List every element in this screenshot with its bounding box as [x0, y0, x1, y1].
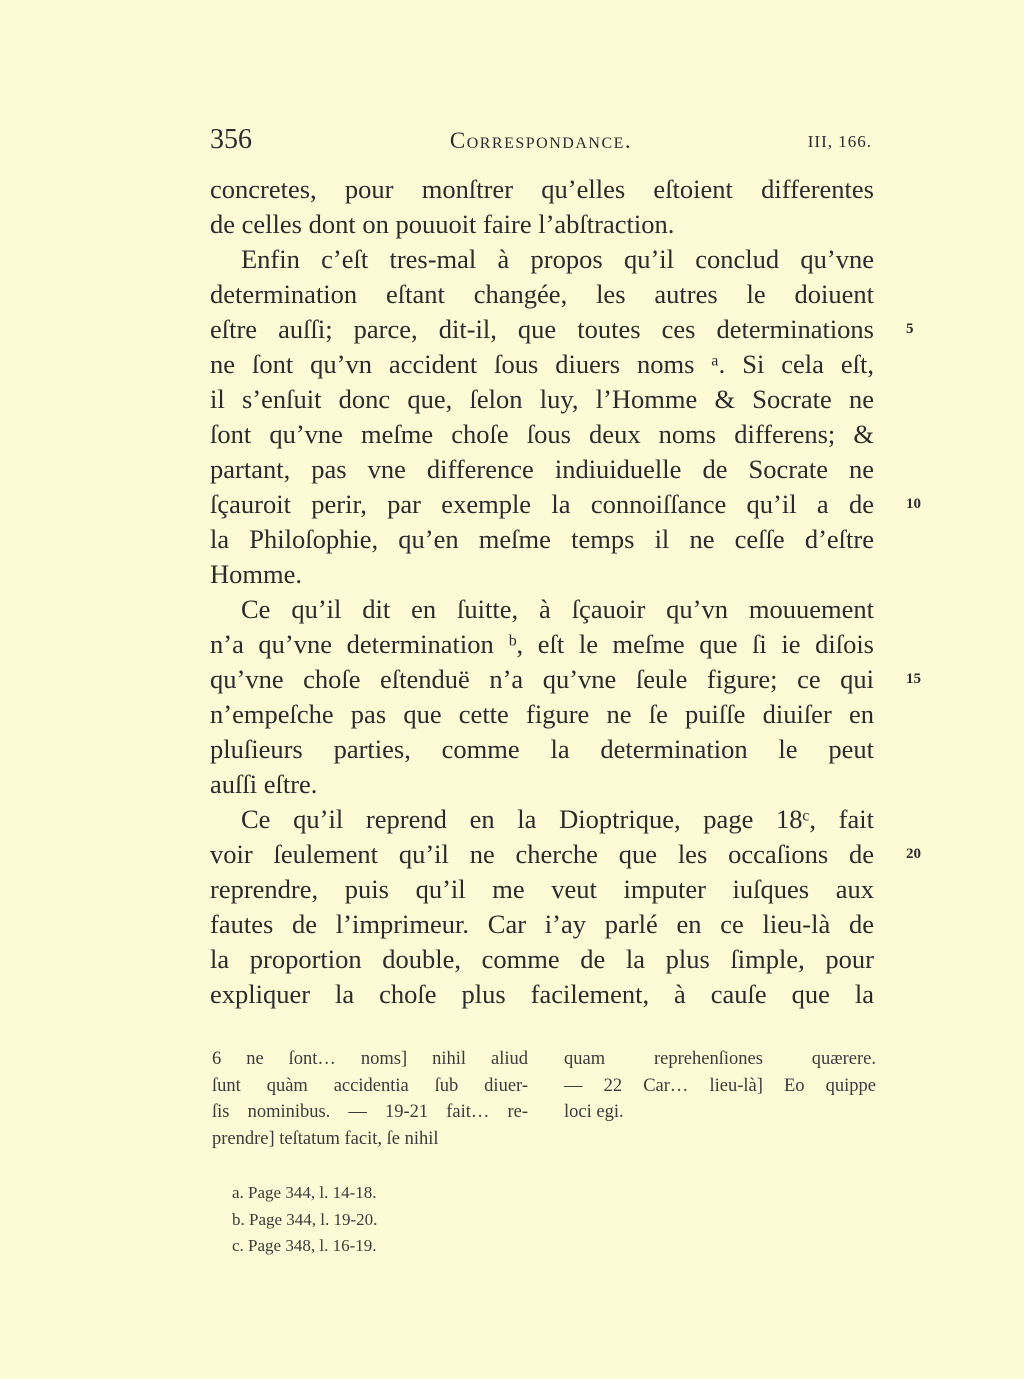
variants-left-column	[212, 1046, 528, 1152]
page-number: 356	[210, 124, 252, 155]
text-line: partant, pas vne difference indiuiduelle de Socrate ne	[210, 454, 874, 484]
variant-line: loci egi.	[564, 1102, 624, 1122]
text-line: voir ſeulement qu’il ne cherche que les occaſions de	[210, 839, 874, 869]
line-number: 20	[906, 846, 921, 862]
text-line: n’empeſche pas que cette figure ne ſe puiſſe diuiſer en	[210, 699, 874, 729]
line-number: 15	[906, 671, 921, 687]
variant-line: ſis nominibus. — 19-21 fait… re-	[212, 1102, 528, 1122]
text-line: de celles dont on pouuoit faire l’abſtraction.	[210, 209, 675, 239]
text-line: reprendre, puis qu’il me veut imputer iuſques aux	[210, 874, 874, 904]
variant-line: 6 ne ſont… noms] nihil aliud	[212, 1049, 528, 1069]
volume-reference: III, 166.	[807, 132, 872, 151]
text-line: Enfin c’eſt tres-mal à propos qu’il conclud qu’vne	[241, 244, 874, 274]
text-line: la Philoſophie, qu’en meſme temps il ne ceſſe d’eſtre	[210, 524, 874, 554]
text-line: ſont qu’vne meſme choſe ſous deux noms differens; &	[210, 419, 874, 449]
body-text	[210, 172, 874, 1012]
running-title: Correspondance.	[449, 128, 633, 153]
text-line: ne ſont qu’vn accident ſous diuers noms ᵃ. Si cela eſt,	[210, 349, 874, 379]
text-line: il s’enſuit donc que, ſelon luy, l’Homme & Socrate ne	[210, 384, 874, 414]
variant-line: — 22 Car… lieu-là] Eo quippe	[564, 1075, 876, 1096]
text-line: ſçauroit perir, par exemple la connoiſſance qu’il a de	[210, 489, 874, 519]
line-number: 10	[906, 496, 921, 512]
footnote: a. Page 344, l. 14-18.	[232, 1183, 377, 1202]
line-number: 5	[906, 321, 914, 337]
text-line: eſtre auſſi; parce, dit-il, que toutes ces determinations	[210, 314, 874, 344]
footnote: c. Page 348, l. 16-19.	[232, 1236, 377, 1255]
text-line: Ce qu’il dit en ſuitte, à ſçauoir qu’vn mouuement	[241, 594, 874, 624]
text-line: pluſieurs parties, comme la determination le peut	[210, 734, 874, 764]
text-line: auſſi eſtre.	[210, 769, 318, 799]
text-line: n’a qu’vne determination ᵇ, eſt le meſme que ſi ie diſois	[210, 629, 874, 659]
text-line: Ce qu’il reprend en la Dioptrique, page 18ᶜ, fait	[241, 804, 874, 834]
text-line: concretes, pour monſtrer qu’elles eſtoient differentes	[210, 174, 874, 204]
text-line: la proportion double, comme de la plus ſimple, pour	[210, 944, 874, 974]
footnote: b. Page 344, l. 19-20.	[232, 1209, 378, 1229]
variant-line: quam reprehenſiones quærere.	[564, 1049, 876, 1069]
footnotes	[232, 1180, 377, 1260]
variant-line: prendre] teſtatum facit, ſe nihil	[212, 1128, 439, 1149]
page-header	[210, 124, 872, 160]
text-line: expliquer la choſe plus facilement, à cauſe que la	[210, 979, 874, 1009]
text-line: qu’vne choſe eſtenduë n’a qu’vne ſeule figure; ce qui	[210, 664, 874, 694]
text-line: fautes de l’imprimeur. Car i’ay parlé en ce lieu-là de	[210, 909, 874, 939]
variants-right-column	[564, 1046, 876, 1126]
text-line: Homme.	[210, 559, 302, 589]
variant-line: ſunt quàm accidentia ſub diuer-	[212, 1075, 528, 1096]
text-line: determination eſtant changée, les autres le doiuent	[210, 279, 874, 309]
